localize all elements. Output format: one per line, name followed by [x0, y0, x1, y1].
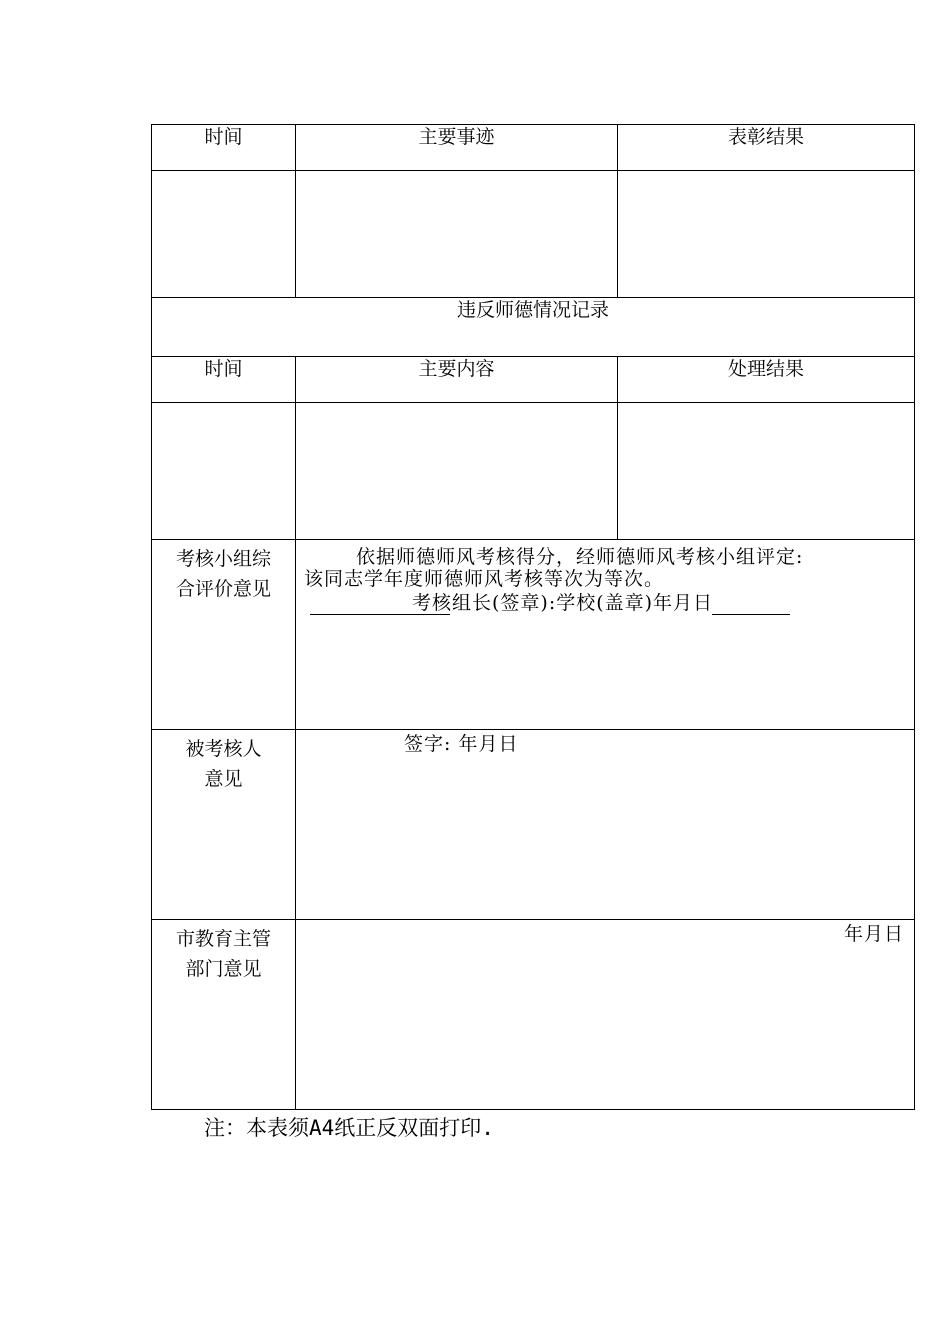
group-leader-signature-underline	[310, 614, 450, 615]
violation-section-row	[152, 298, 915, 357]
violation-time-cell[interactable]	[152, 403, 296, 540]
group-evaluation-text-line1: 依据师德师风考核得分，经师德师风考核小组评定:	[356, 546, 804, 568]
violation-result-cell[interactable]	[618, 403, 915, 540]
group-evaluation-label-line1: 考核小组综	[175, 548, 271, 570]
group-evaluation-row	[152, 540, 915, 730]
violation-entry-row	[152, 403, 915, 540]
violation-section-title: 违反师德情况记录	[456, 299, 609, 321]
department-opinion-row	[152, 920, 915, 1110]
violation-header-row	[152, 357, 915, 403]
honors-col-main-deeds: 主要事迹	[296, 125, 618, 171]
group-evaluation-text-line2: 该同志学年度师德师风考核等次为等次。	[304, 568, 665, 590]
honors-deeds-cell[interactable]	[296, 171, 618, 298]
violation-col-time: 时间	[152, 357, 296, 403]
violation-content-cell[interactable]	[296, 403, 618, 540]
group-evaluation-text-line3: 考核组长(签章):学校(盖章)年月日	[412, 592, 714, 614]
group-evaluation-label-line2: 合评价意见	[175, 578, 271, 600]
examinee-signature-text: 签字: 年月日	[404, 733, 519, 755]
examinee-opinion-content[interactable]	[296, 730, 915, 920]
honors-entry-row	[152, 171, 915, 298]
violation-col-handling-result: 处理结果	[618, 357, 915, 403]
department-opinion-label	[152, 920, 296, 1110]
examinee-opinion-label-line1: 被考核人	[185, 738, 262, 760]
teacher-ethics-form-table	[151, 124, 915, 1110]
honors-col-time: 时间	[152, 125, 296, 171]
group-evaluation-content[interactable]	[296, 540, 915, 730]
honors-header-row	[152, 125, 915, 171]
honors-col-commend-result: 表彰结果	[618, 125, 915, 171]
examinee-opinion-row	[152, 730, 915, 920]
examinee-opinion-label-line2: 意见	[204, 768, 243, 790]
group-evaluation-label	[152, 540, 296, 730]
school-seal-date-underline	[712, 614, 790, 615]
group-evaluation-signature-line	[296, 590, 914, 616]
honors-time-cell[interactable]	[152, 171, 296, 298]
violation-col-main-content: 主要内容	[296, 357, 618, 403]
department-opinion-label-line1: 市教育主管	[175, 928, 271, 950]
department-opinion-label-line2: 部门意见	[185, 958, 262, 980]
department-opinion-date: 年月日	[843, 923, 904, 945]
footer-note: 注：本表须A4纸正反双面打印.	[204, 1116, 494, 1140]
honors-result-cell[interactable]	[618, 171, 915, 298]
violation-section-cell	[152, 298, 915, 357]
examinee-opinion-label	[152, 730, 296, 920]
department-opinion-content[interactable]	[296, 920, 915, 1110]
